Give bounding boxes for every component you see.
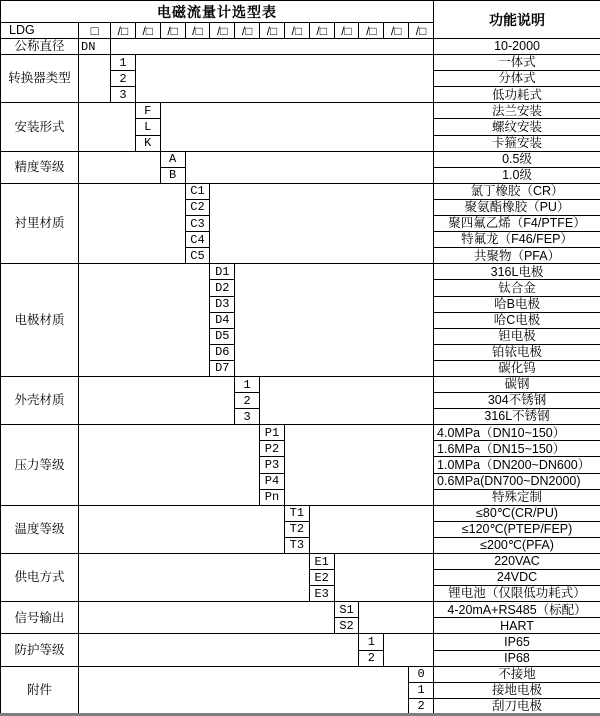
option-code-cell: C3: [185, 216, 210, 232]
option-code-cell: D4: [210, 312, 235, 328]
spacer-cell: [79, 634, 359, 666]
spacer-cell: [79, 376, 235, 424]
option-desc-cell: ≤80℃(CR/PU): [434, 505, 600, 521]
spacer-cell: [79, 264, 210, 377]
model-box-cell: □: [79, 23, 111, 39]
option-desc-cell: 24VDC: [434, 570, 600, 586]
option-code-cell: 2: [409, 698, 434, 714]
option-desc-cell: 氯丁橡胶（CR）: [434, 183, 600, 199]
option-code-cell: T1: [284, 505, 309, 521]
option-code-cell: 3: [235, 409, 260, 425]
option-desc-cell: 卡箍安装: [434, 135, 600, 151]
option-code-cell: 0: [409, 666, 434, 682]
option-desc-cell: 220VAC: [434, 554, 600, 570]
option-code-cell: D7: [210, 360, 235, 376]
option-desc-cell: 4.0MPa（DN10~150）: [434, 425, 600, 441]
spacer-cell: [359, 602, 434, 634]
option-code-cell: A: [160, 151, 185, 167]
option-code-cell: 1: [235, 376, 260, 392]
spacer-cell: [79, 55, 111, 103]
category-label: 供电方式: [1, 554, 79, 602]
spacer-cell: [79, 666, 409, 714]
option-code-cell: S1: [334, 602, 359, 618]
option-desc-cell: 法兰安装: [434, 103, 600, 119]
model-slot-cell: /□: [334, 23, 359, 39]
spacer-cell: [79, 103, 136, 151]
option-desc-cell: 不接地: [434, 666, 600, 682]
category-label: 精度等级: [1, 151, 79, 183]
function-column-header: 功能说明: [434, 1, 600, 39]
option-desc-cell: 316L电极: [434, 264, 600, 280]
model-slot-cell: /□: [185, 23, 210, 39]
option-desc-cell: 哈B电极: [434, 296, 600, 312]
option-desc-cell: 共聚物（PFA）: [434, 248, 600, 264]
model-slot-cell: /□: [111, 23, 136, 39]
spacer-cell: [334, 554, 433, 602]
spacer-cell: [111, 39, 434, 55]
option-desc-cell: 低功耗式: [434, 87, 600, 103]
option-desc-cell: 0.5级: [434, 151, 600, 167]
category-label: 温度等级: [1, 505, 79, 553]
spacer-cell: [79, 602, 335, 634]
spacer-cell: [235, 264, 434, 377]
model-slot-cell: /□: [309, 23, 334, 39]
category-label: 衬里材质: [1, 183, 79, 263]
model-slot-cell: /□: [160, 23, 185, 39]
option-code-cell: C4: [185, 232, 210, 248]
option-desc-cell: 特殊定制: [434, 489, 600, 505]
spacer-cell: [79, 505, 285, 553]
option-code-cell: S2: [334, 618, 359, 634]
option-desc-cell: 锂电池（仅限低功耗式）: [434, 586, 600, 602]
option-code-cell: P4: [260, 473, 285, 489]
option-code-cell: 2: [111, 71, 136, 87]
spacer-cell: [79, 151, 161, 183]
option-code-cell: T2: [284, 521, 309, 537]
option-desc-cell: 聚四氟乙烯（F4/PTFE）: [434, 216, 600, 232]
option-code-cell: F: [135, 103, 160, 119]
option-desc-cell: 1.0MPa（DN200~DN600）: [434, 457, 600, 473]
spacer-cell: [384, 634, 434, 666]
spacer-cell: [284, 425, 433, 505]
option-desc-cell: 分体式: [434, 71, 600, 87]
option-code-cell: P2: [260, 441, 285, 457]
option-desc-cell: 钽电极: [434, 328, 600, 344]
option-code-cell: D5: [210, 328, 235, 344]
option-desc-cell: 碳钢: [434, 376, 600, 392]
model-slot-cell: /□: [409, 23, 434, 39]
option-desc-cell: 哈C电极: [434, 312, 600, 328]
model-slot-cell: /□: [359, 23, 384, 39]
spacer-cell: [309, 505, 433, 553]
option-desc-cell: 螺纹安装: [434, 119, 600, 135]
option-desc-cell: IP65: [434, 634, 600, 650]
option-desc-cell: 10-2000: [434, 39, 600, 55]
spacer-cell: [79, 554, 310, 602]
option-desc-cell: 聚氨酯橡胶（PU）: [434, 199, 600, 215]
model-slot-cell: /□: [135, 23, 160, 39]
option-desc-cell: 1.0级: [434, 167, 600, 183]
option-desc-cell: 304不锈钢: [434, 393, 600, 409]
option-code-cell: 3: [111, 87, 136, 103]
category-label: 转换器类型: [1, 55, 79, 103]
category-label: 信号输出: [1, 602, 79, 634]
option-code-cell: E1: [309, 554, 334, 570]
option-code-cell: T3: [284, 537, 309, 553]
model-slot-cell: /□: [210, 23, 235, 39]
option-code-cell: D3: [210, 296, 235, 312]
option-desc-cell: ≤120℃(PTEP/FEP): [434, 521, 600, 537]
category-label: 外壳材质: [1, 376, 79, 424]
option-code-cell: K: [135, 135, 160, 151]
option-code-cell: P3: [260, 457, 285, 473]
spacer-cell: [185, 151, 434, 183]
option-desc-cell: 接地电极: [434, 682, 600, 698]
spacer-cell: [210, 183, 434, 263]
option-code-cell: C1: [185, 183, 210, 199]
option-desc-cell: 0.6MPa(DN700~DN2000): [434, 473, 600, 489]
option-desc-cell: 铂铱电极: [434, 344, 600, 360]
category-label: 附件: [1, 666, 79, 714]
option-code-cell: 2: [359, 650, 384, 666]
option-code-cell: P1: [260, 425, 285, 441]
spacer-cell: [135, 55, 433, 103]
option-desc-cell: 316L不锈钢: [434, 409, 600, 425]
option-code-cell: E2: [309, 570, 334, 586]
option-desc-cell: 刮刀电极: [434, 698, 600, 714]
table-title: 电磁流量计选型表: [1, 1, 434, 23]
option-desc-cell: IP68: [434, 650, 600, 666]
model-prefix: LDG: [1, 23, 79, 39]
model-slot-cell: /□: [235, 23, 260, 39]
option-code-cell: Pn: [260, 489, 285, 505]
model-slot-cell: /□: [260, 23, 285, 39]
spacer-cell: [260, 376, 434, 424]
model-slot-cell: /□: [384, 23, 409, 39]
option-code-cell: E3: [309, 586, 334, 602]
option-desc-cell: HART: [434, 618, 600, 634]
option-code-cell: 2: [235, 393, 260, 409]
option-code-cell: D2: [210, 280, 235, 296]
model-slot-cell: /□: [284, 23, 309, 39]
option-code-cell: L: [135, 119, 160, 135]
option-code-cell: D1: [210, 264, 235, 280]
option-desc-cell: 特氟龙（F46/FEP）: [434, 232, 600, 248]
option-code-cell: 1: [409, 682, 434, 698]
option-code-cell: 1: [111, 55, 136, 71]
category-label-diameter: 公称直径: [1, 39, 79, 55]
option-desc-cell: 一体式: [434, 55, 600, 71]
option-desc-cell: ≤200℃(PFA): [434, 537, 600, 553]
option-code-cell: D6: [210, 344, 235, 360]
category-label: 安装形式: [1, 103, 79, 151]
option-code-cell: B: [160, 167, 185, 183]
option-code-cell: 1: [359, 634, 384, 650]
spacer-cell: [79, 183, 186, 263]
spacer-cell: [160, 103, 433, 151]
category-label: 防护等级: [1, 634, 79, 666]
spacer-cell: [79, 425, 260, 505]
option-desc-cell: 碳化钨: [434, 360, 600, 376]
category-label: 电极材质: [1, 264, 79, 377]
option-desc-cell: 4-20mA+RS485（标配）: [434, 602, 600, 618]
category-label: 压力等级: [1, 425, 79, 505]
option-code-cell: C2: [185, 199, 210, 215]
option-desc-cell: 钛合金: [434, 280, 600, 296]
option-code-cell: C5: [185, 248, 210, 264]
option-desc-cell: 1.6MPa（DN15~150）: [434, 441, 600, 457]
diameter-code-cell: DN: [79, 39, 111, 55]
